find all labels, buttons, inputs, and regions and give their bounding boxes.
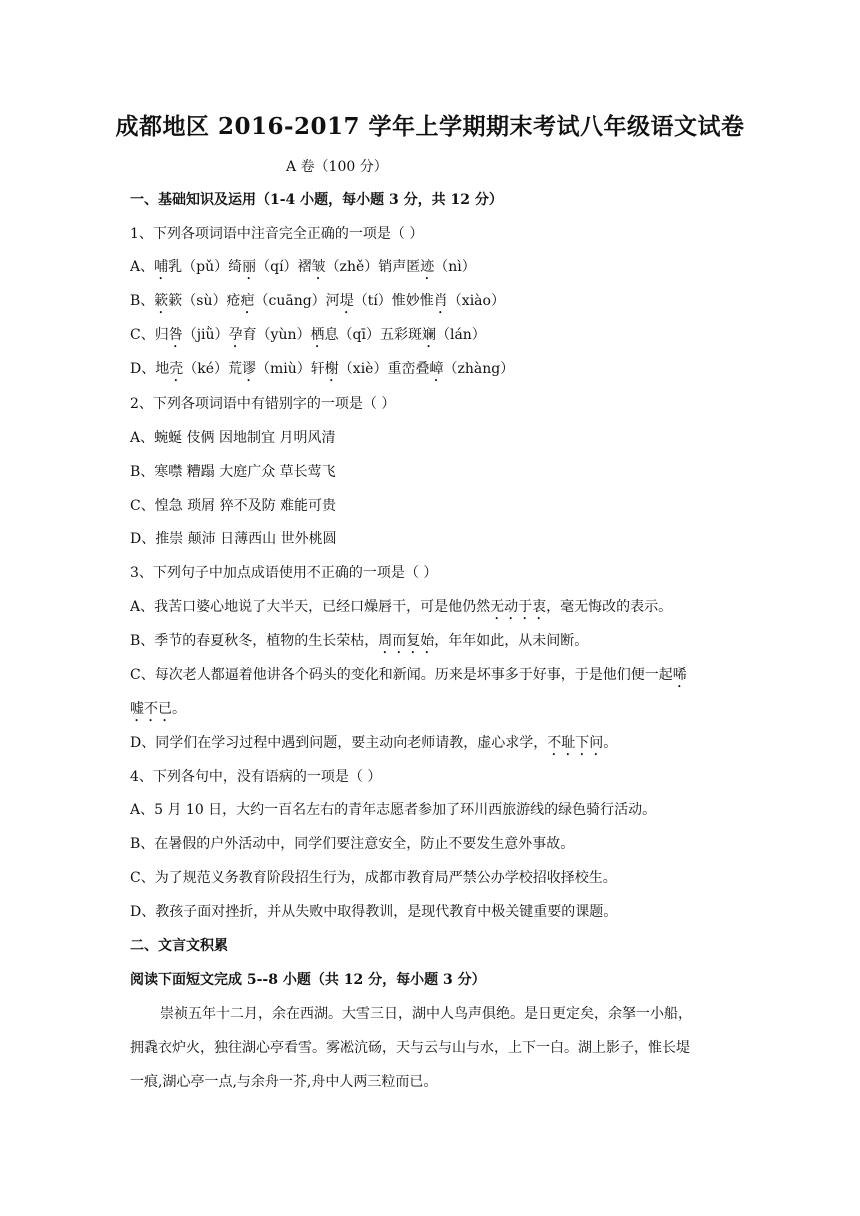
q4-stem: 4、下列各句中，没有语病的一项是（ ） bbox=[130, 769, 382, 785]
q3-option-c-continued: 嘘不已。 bbox=[130, 701, 186, 717]
section-1-heading: 一、基础知识及运用（1-4 小题，每小题 3 分，共 12 分） bbox=[130, 192, 503, 208]
q2-option-c: C、惶急 琐屑 猝不及防 难能可贵 bbox=[130, 498, 337, 514]
section-2-subheading: 阅读下面短文完成 5--8 小题（共 12 分，每小题 3 分） bbox=[130, 972, 486, 988]
q1-option-d: D、地壳（ké）荒谬（miù）轩榭（xiè）重峦叠嶂（zhàng） bbox=[130, 361, 515, 377]
q4-option-d: D、教孩子面对挫折，并从失败中取得教训，是现代教育中极关键重要的课题。 bbox=[130, 904, 618, 920]
passage-line-2: 拥毳衣炉火，独往湖心亭看雪。雾凇沆砀，天与云与山与水，上下一白。湖上影子，惟长堤 bbox=[130, 1040, 690, 1056]
q3-option-b: B、季节的春夏秋冬，植物的生长荣枯，周而复始，年年如此，从未间断。 bbox=[130, 633, 589, 649]
q2-option-d: D、推崇 颠沛 日薄西山 世外桃圆 bbox=[130, 531, 337, 547]
section-2-heading: 二、文言文积累 bbox=[130, 938, 228, 954]
q1-option-b: B、簌簌（sù）疮疤（cuāng）河堤（tí）惟妙惟肖（xiào） bbox=[130, 293, 505, 309]
q2-option-b: B、寒噤 糟蹋 大庭广众 草长莺飞 bbox=[130, 464, 336, 480]
passage-line-3: 一痕,湖心亭一点,与余舟一芥,舟中人两三粒而已。 bbox=[130, 1074, 438, 1090]
q4-option-b: B、在暑假的户外活动中，同学们要注意安全，防止不要发生意外事故。 bbox=[130, 836, 575, 852]
q1-option-a: A、哺乳（pǔ）绮丽（qí）褶皱（zhě）销声匿迹（nì） bbox=[130, 259, 476, 275]
q3-option-a: A、我苦口婆心地说了大半天，已经口燥唇干，可是他仍然无动于衷，毫无悔改的表示。 bbox=[130, 599, 673, 615]
q3-option-c: C、每次老人都逼着他讲各个码头的变化和新闻。历来是坏事多于好事，于是他们便一起唏 bbox=[130, 667, 687, 683]
q2-option-a: A、蜿蜒 伎俩 因地制宜 月明风清 bbox=[130, 430, 336, 446]
exam-subtitle: A 卷（100 分） bbox=[286, 159, 388, 175]
q4-option-a: A、5 月 10 日，大约一百名左右的青年志愿者参加了环川西旅游线的绿色骑行活动。 bbox=[130, 802, 657, 818]
q1-option-c: C、归咎（jiǜ）孕育（yùn）栖息（qī）五彩斑斓（lán） bbox=[130, 327, 486, 343]
q1-stem: 1、下列各项词语中注音完全正确的一项是（ ） bbox=[130, 226, 424, 242]
q2-stem: 2、下列各项词语中有错别字的一项是（ ） bbox=[130, 396, 396, 412]
q3-option-d: D、同学们在学习过程中遇到问题，要主动向老师请教，虚心求学，不耻下问。 bbox=[130, 735, 618, 751]
exam-title: 成都地区 2016-2017 学年上学期期末考试八年级语文试卷 bbox=[115, 113, 745, 140]
passage-line-1: 崇祯五年十二月，余在西湖。大雪三日，湖中人鸟声俱绝。是日更定矣，余拏一小船， bbox=[160, 1006, 692, 1022]
q4-option-c: C、为了规范义务教育阶段招生行为，成都市教育局严禁公办学校招收择校生。 bbox=[130, 870, 617, 886]
q3-stem: 3、下列句子中加点成语使用不正确的一项是（ ） bbox=[130, 565, 438, 581]
